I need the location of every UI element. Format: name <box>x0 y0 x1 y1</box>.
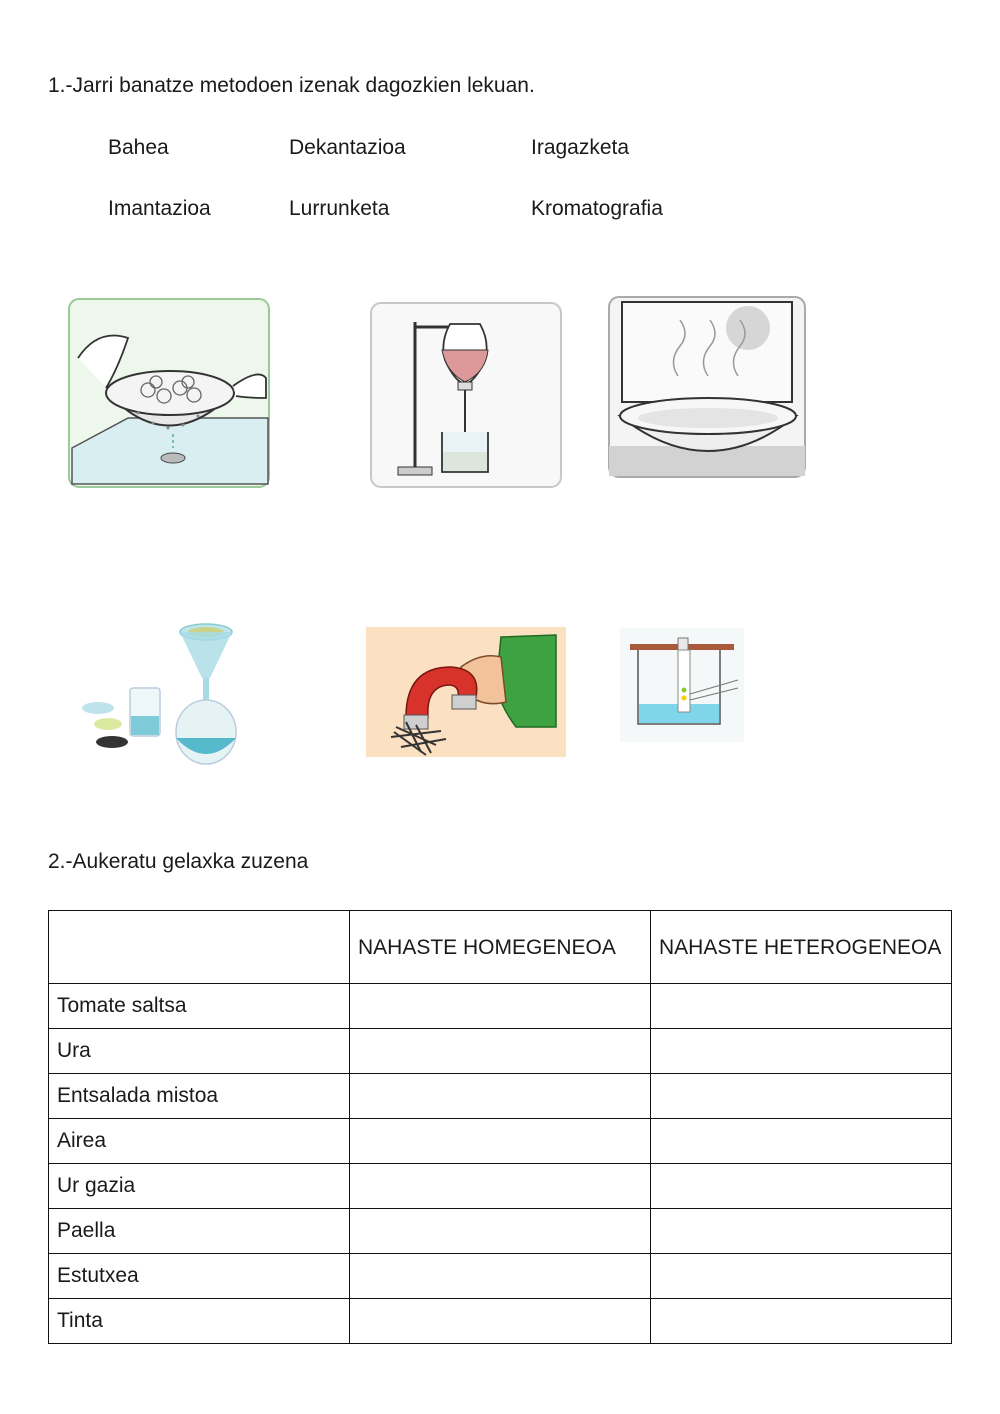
homogeneous-cell[interactable] <box>350 1299 651 1344</box>
heterogeneous-cell[interactable] <box>651 1254 952 1299</box>
word-iragazketa[interactable]: Iragazketa <box>531 136 630 159</box>
chromatography-beaker-image <box>620 628 744 742</box>
homogeneous-cell[interactable] <box>350 1164 651 1209</box>
table-row <box>49 1029 952 1074</box>
homogeneous-cell[interactable] <box>350 1074 651 1119</box>
table-row <box>49 1299 952 1344</box>
homogeneous-cell[interactable] <box>350 1209 651 1254</box>
question-1-title: 1.-Jarri banatze metodoen izenak dagozkien lekuan. <box>48 74 535 97</box>
heterogeneous-cell[interactable] <box>651 1164 952 1209</box>
homogeneous-cell[interactable] <box>350 1254 651 1299</box>
row-label: Paella <box>49 1209 350 1254</box>
table-row <box>49 984 952 1029</box>
heterogeneous-cell[interactable] <box>651 1029 952 1074</box>
row-label: Airea <box>49 1119 350 1164</box>
word-dekantazioa[interactable]: Dekantazioa <box>289 136 406 159</box>
filtration-funnel-image <box>68 620 258 770</box>
word-lurrunketa[interactable]: Lurrunketa <box>289 197 390 220</box>
heterogeneous-cell[interactable] <box>651 1119 952 1164</box>
header-heterogeneous: NAHASTE HETEROGENEOA <box>651 911 952 984</box>
table-row <box>49 1254 952 1299</box>
mixture-table <box>48 910 952 1344</box>
heterogeneous-cell[interactable] <box>651 984 952 1029</box>
word-imantazioa[interactable]: Imantazioa <box>108 197 211 220</box>
heterogeneous-cell[interactable] <box>651 1299 952 1344</box>
separatory-funnel-image <box>370 302 562 488</box>
header-empty <box>49 911 350 984</box>
evaporation-bowl-image <box>608 296 806 478</box>
row-label: Ur gazia <box>49 1164 350 1209</box>
header-homogeneous: NAHASTE HOMEGENEOA <box>350 911 651 984</box>
row-label: Estutxea <box>49 1254 350 1299</box>
row-label: Tinta <box>49 1299 350 1344</box>
homogeneous-cell[interactable] <box>350 984 651 1029</box>
word-kromatografia[interactable]: Kromatografia <box>531 197 663 220</box>
word-bahea[interactable]: Bahea <box>108 136 169 159</box>
heterogeneous-cell[interactable] <box>651 1074 952 1119</box>
homogeneous-cell[interactable] <box>350 1029 651 1074</box>
table-header-row <box>49 911 952 984</box>
table-row <box>49 1209 952 1254</box>
homogeneous-cell[interactable] <box>350 1119 651 1164</box>
table-row <box>49 1119 952 1164</box>
heterogeneous-cell[interactable] <box>651 1209 952 1254</box>
row-label: Ura <box>49 1029 350 1074</box>
row-label: Entsalada mistoa <box>49 1074 350 1119</box>
magnet-nails-image <box>366 627 566 757</box>
table-row <box>49 1164 952 1209</box>
table-row <box>49 1074 952 1119</box>
colander-sieve-image <box>68 298 270 488</box>
question-2-title: 2.-Aukeratu gelaxka zuzena <box>48 850 309 873</box>
row-label: Tomate saltsa <box>49 984 350 1029</box>
